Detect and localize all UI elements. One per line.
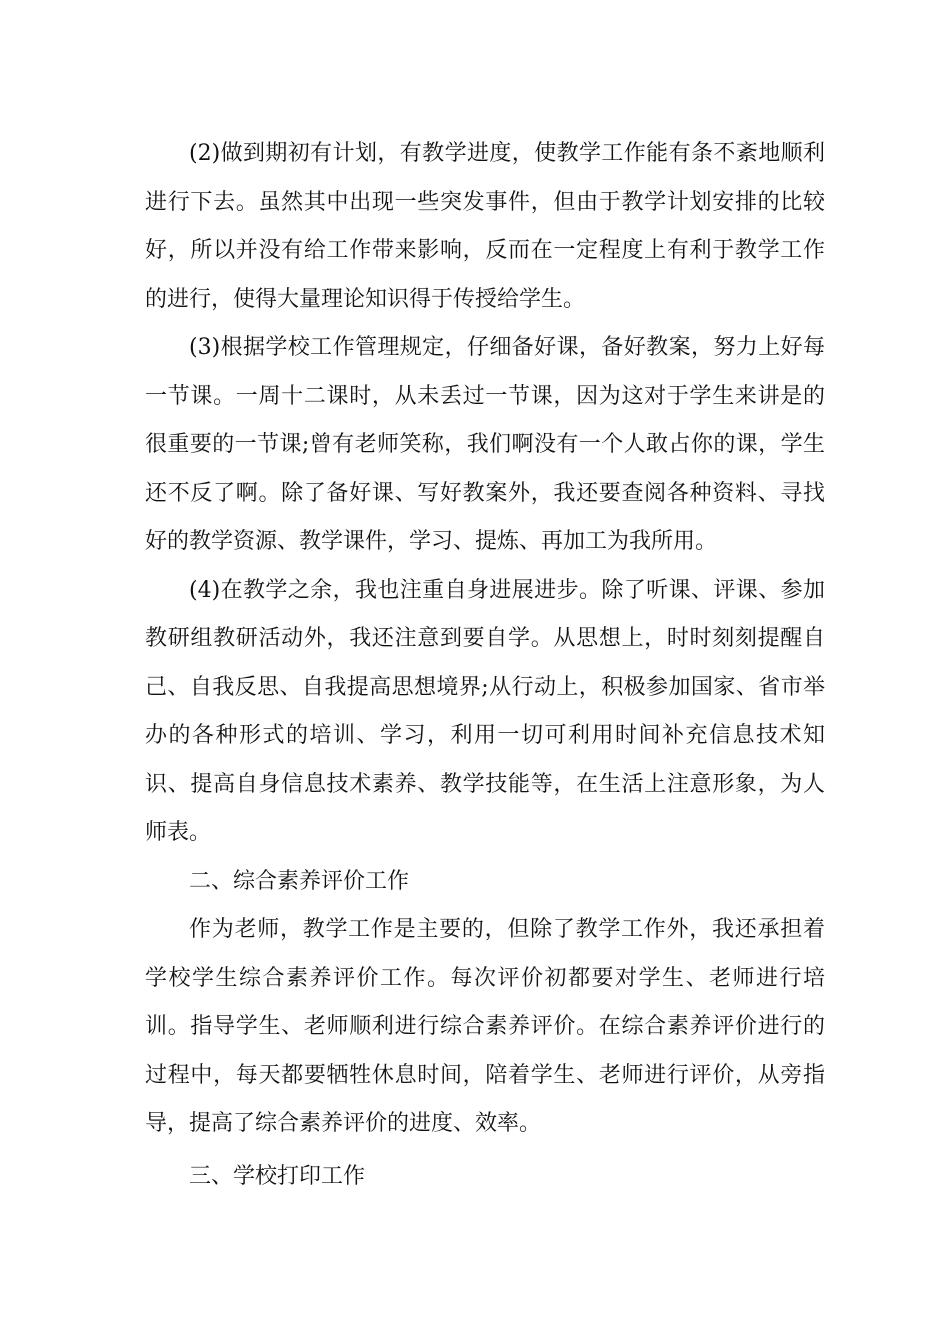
section-heading-2: 二、综合素养评价工作: [189, 868, 410, 894]
paragraph-item-4: (4)在教学之余，我也注重自身进展进步。除了听课、评课、参加教研组教研活动外，我还注意到要自学。从思想上，时时刻刻提醒自己、自我反思、自我提高思想境界;从行动上，积极参加国家、省市举办的各种形式的培训、学习，利用一切可利用时间补充信息技术知识、提高自身信息技术素养、教学技能等，在生活上注意形象，为人师表。: [145, 577, 825, 845]
section-heading-3: 三、学校打印工作: [189, 1163, 366, 1189]
paragraph-item-3: (3)根据学校工作管理规定，仔细备好课，备好教案，努力上好每一节课。一周十二课时，从未丢过一节课，因为这对于学生来讲是的很重要的一节课;曾有老师笑称，我们啊没有一个人敢占你的课，学生还不反了啊。除了备好课、写好教案外，我还要查阅各种资料、寻找好的教学资源、教学课件，学习、提炼、再加工为我所用。: [145, 335, 825, 554]
paragraph-evaluation: 作为老师，教学工作是主要的，但除了教学工作外，我还承担着学校学生综合素养评价工作。每次评价初都要对学生、老师进行培训。指导学生、老师顺利进行综合素养评价。在综合素养评价进行的过程中，每天都要牺牲休息时间，陪着学生、老师进行评价，从旁指导，提高了综合素养评价的进度、效率。: [145, 917, 825, 1136]
paragraph-item-2: (2)做到期初有计划，有教学进度，使教学工作能有条不紊地顺利进行下去。虽然其中出现一些突发事件，但由于教学计划安排的比较好，所以并没有给工作带来影响，反而在一定程度上有利于教学工作的进行，使得大量理论知识得于传授给学生。: [145, 141, 825, 312]
document-page: [145, 130, 825, 1201]
